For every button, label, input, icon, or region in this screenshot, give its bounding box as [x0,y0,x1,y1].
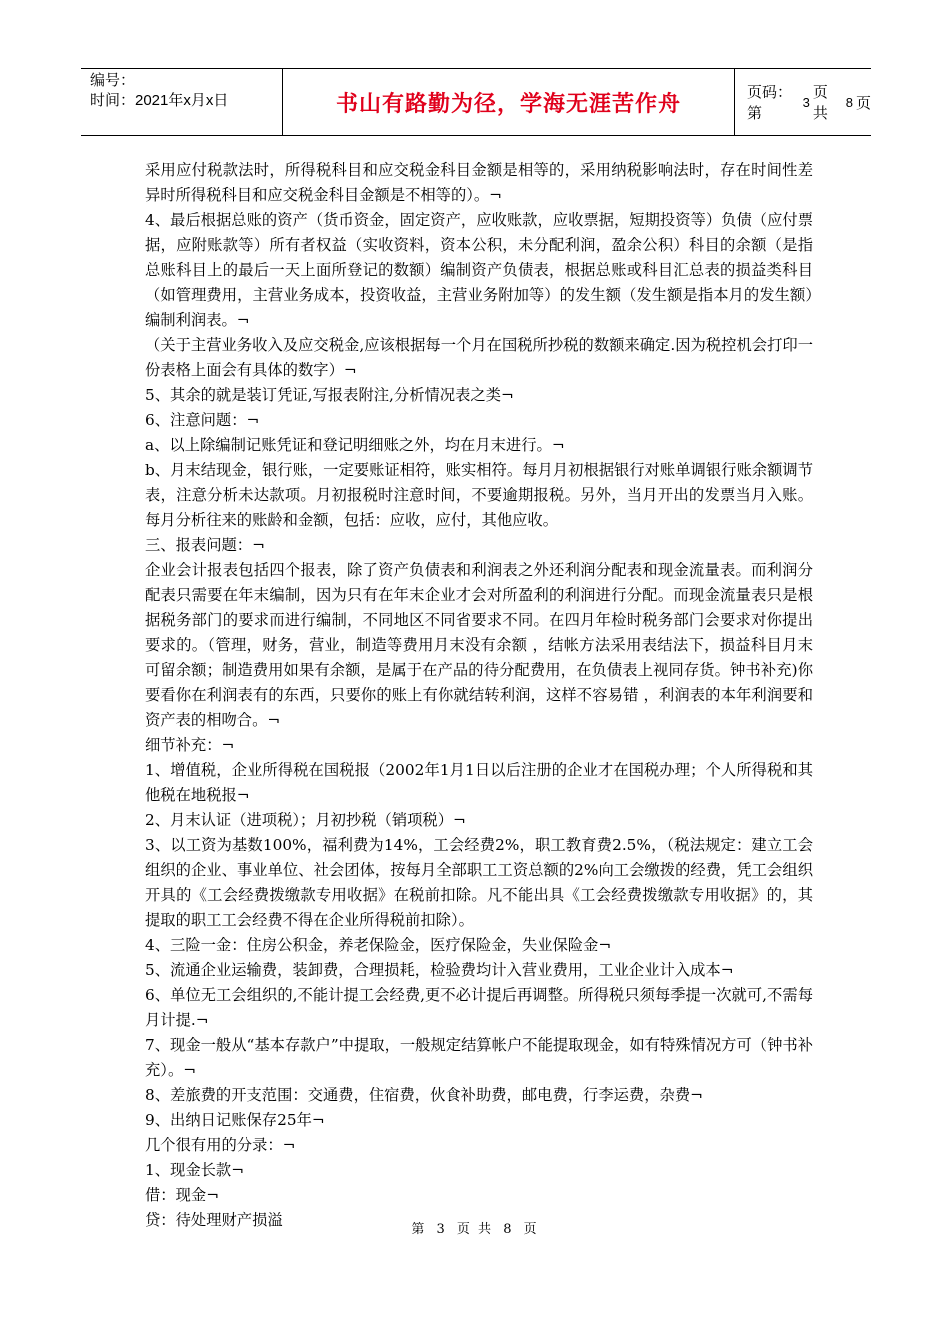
document-number-label: 编号： [90,72,136,89]
header-motto: 书山有路勤为径，学海无涯苦作舟 [335,91,681,117]
section-heading: 细节补充：¬ [145,736,235,754]
paragraph: 5、流通企业运输费，装卸费，合理损耗，检验费均计入营业费用，工业企业计入成本¬ [145,961,734,979]
footer-suffix: 页 [523,1222,539,1237]
paragraph: 采用应付税款法时，所得税科目和应交税金科目金额是相等的，采用纳税影响法时，存在时间性差异时所得税科目和应交税金科目金额是不相等的）。¬ [145,161,813,204]
paragraph: 8、差旅费的开支范围：交通费，住宿费，伙食补助费，邮电费，行李运费，杂费¬ [145,1086,703,1104]
page-footer [0,1218,950,1237]
paragraph: 9、出纳日记账保存25年¬ [145,1111,325,1129]
header-page-cell [735,69,871,135]
document-date: 时间：2021年x月x日 [90,92,229,109]
header-page-prefix: 页码：第 [747,84,793,122]
header-page-suffix: 页 [855,94,871,112]
paragraph: 2、月末认证（进项税）；月初抄税（销项税）¬ [145,811,466,829]
header-motto-cell [283,69,735,135]
paragraph: 6、注意问题：¬ [145,411,260,429]
document-header [81,68,871,136]
paragraph: 4、最后根据总账的资产（货币资金，固定资产，应收账款，应收票据，短期投资等）负债（应付票据，应附账款等）所有者权益（实收资料，资本公积，未分配利润，盈余公积）科目的余额（是指总账科目上的最后一天上面所登记的数额）编制资产负债表，根据总账或科目汇总表的损益类科目（如管理费用，主营业务成本，投资收益，主营业务附加等）的发生额（发生额是指本月的发生额）编制利润表。¬ [145,211,813,329]
paragraph: 3、以工资为基数100%，福利费为14%，工会经费2%，职工教育费2.5%，（税法规定：建立工会组织的企业、事业单位、社会团体，按每月全部职工工资总额的2%向工会缴拨的经费，凭工会组织开具的《工会经费拨缴款专用收据》在税前扣除。凡不能出具《工会经费拨缴款专用收据》的，其提取的职工工会经费不得在企业所得税前扣除）。 [145,836,813,929]
footer-prefix: 第 [411,1222,427,1237]
document-body [145,158,813,1233]
paragraph: 4、三险一金：住房公积金，养老保险金，医疗保险金，失业保险金¬ [145,936,612,954]
paragraph: 企业会计报表包括四个报表，除了资产负债表和利润表之外还利润分配表和现金流量表。而利润分配表只需要在年末编制，因为只有在年末企业才会对所盈利的利润进行分配。而现金流量表只是根据税务部门的要求而进行编制，不同地区不同省要求不同。在四月年检时税务部门会要求对你提出要求的。（管理，财务，营业，制造等费用月末没有余额 ，结帐方法采用表结法下，损益科目月末可留余额；制造费用如果有余额，是属于在产品的待分配费用，在负债表上视同存货。钟书补充)你要看你在利润表有的东西，只要你的账上有你就结转利润，这样不容易错 ，利润表的本年利润要和资产表的相吻合。¬ [145,561,813,729]
paragraph: b、月末结现金，银行账，一定要账证相符，账实相符。每月月初根据银行对账单调银行账余额调节表，注意分析未达款项。月初报税时注意时间，不要逾期报税。另外，当月开出的发票当月入账。每月分析往来的账龄和金额，包括：应收，应付，其他应收。 [145,461,813,529]
header-meta-cell [81,69,283,135]
footer-page-current: 3 [436,1222,447,1237]
header-page-total: 8 [845,94,853,110]
paragraph: （关于主营业务收入及应交税金,应该根据每一个月在国税所抄税的数额来确定.因为税控机会打印一份表格上面会有具体的数字）¬ [145,336,813,379]
footer-page-total: 8 [503,1222,514,1237]
footer-mid: 页 共 [456,1222,494,1237]
paragraph: 6、单位无工会组织的,不能计提工会经费,更不必计提后再调整。所得税只须每季提一次就可,不需每月计提.¬ [145,986,813,1029]
paragraph: 1、现金长款¬ [145,1161,245,1179]
section-heading: 几个很有用的分录：¬ [145,1136,296,1154]
paragraph: 贷：待处理财产损溢 [145,1211,283,1229]
paragraph: 7、现金一般从“基本存款户”中提取，一般规定结算帐户不能提取现金，如有特殊情况方可（钟书补充）。¬ [145,1036,813,1079]
paragraph: 5、其余的就是装订凭证,写报表附注,分析情况表之类¬ [145,386,514,404]
paragraph: a、以上除编制记账凭证和登记明细账之外，均在月末进行。¬ [145,436,565,454]
header-page-mid: 页 共 [812,84,828,122]
section-heading: 三、报表问题：¬ [145,536,265,554]
paragraph: 借：现金¬ [145,1186,220,1204]
paragraph: 1、增值税，企业所得税在国税报（2002年1月1日以后注册的企业才在国税办理；个人所得税和其他税在地税报¬ [145,761,813,804]
header-page-current: 3 [802,94,810,110]
